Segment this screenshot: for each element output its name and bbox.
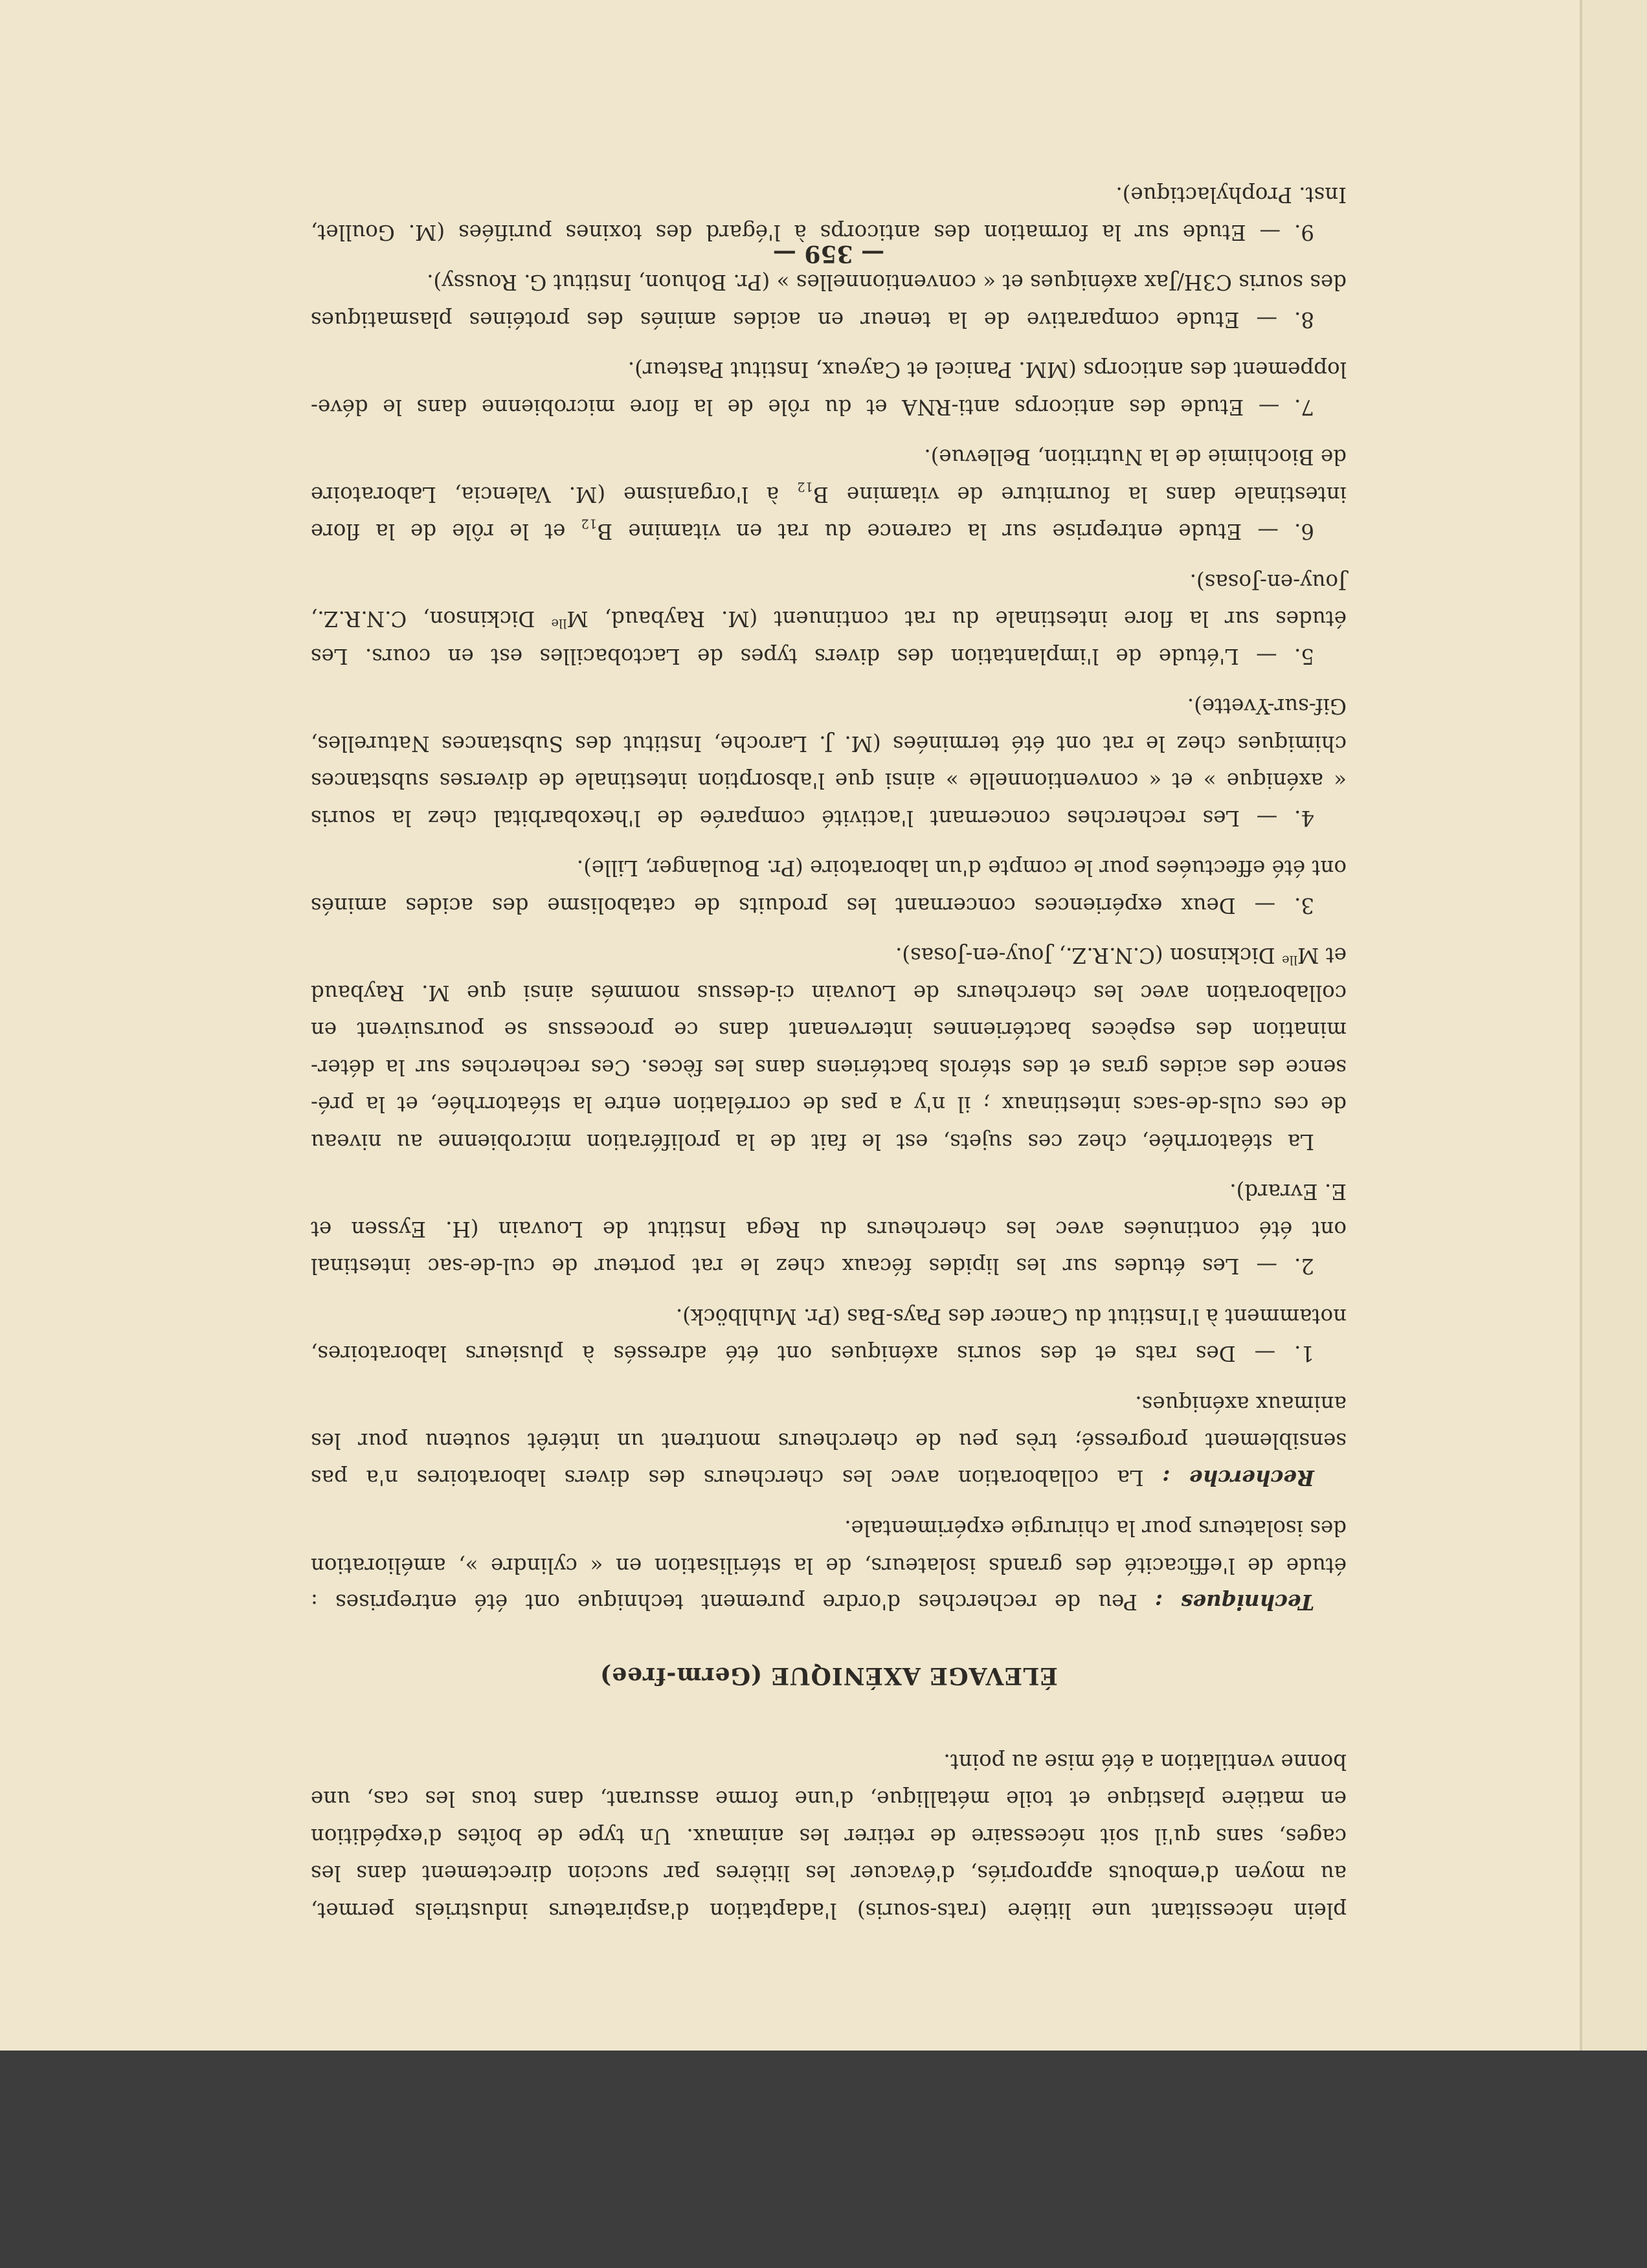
techniques-lead: Techniques : [1155, 1590, 1314, 1616]
text-fragment: Peu de recherches d'ordre purement technique ont été entreprises : [311, 1590, 1155, 1615]
list-item [311, 849, 1347, 924]
text-line: 5. — L'étude de l'implantation des divers types de Lactobacilles est en cours. Les [311, 644, 1314, 669]
text-line: notamment à l'Institut du Cancer des Pays-Bas (Pr. Muhlböck). [675, 1304, 1347, 1329]
text-line: bonne ventilation a été mise au point. [943, 1750, 1347, 1774]
text-line: des souris C3H/Jax axéniques et « conventionnelles » (Pr. Bohuon, Institut G. Roussy). [427, 270, 1347, 295]
text-line: 1. — Des rats et des souris axéniques ont été adressés à plusieurs laboratoires, [311, 1341, 1314, 1366]
list-item [311, 263, 1347, 338]
text-line: Jouy-en-Josas). [1189, 570, 1347, 594]
text-line: ont été effectuées pour le compte d'un laboratoire (Pr. Boulanger, Lille). [576, 856, 1347, 881]
text-line: collaboration avec les chercheurs de Louvain ci-dessus nommés ainsi que M. Raybaud [311, 981, 1347, 1005]
text-line: 8. — Etude comparative de la teneur en acides aminés des protéines plasmatiques [311, 307, 1314, 332]
scanner-bed-border [0, 2051, 1647, 2268]
text-line: mination des espèces bactériennes intervenant dans ce processus se poursuivent en [311, 1017, 1347, 1043]
text-line: cages, sans qu'il soit nécessaire de retirer les animaux. Un type de boîtes d'expédition [311, 1824, 1347, 1849]
page-number: — 359 — [772, 240, 885, 267]
text-line: 4. — Les recherches concernant l'activité comparée de l'hexobarbital chez la souris [311, 806, 1314, 830]
text-line: animaux axéniques. [1135, 1392, 1347, 1416]
text-line: sence des acides gras et des stérols bactériens dans les fèces. Ces recherches sur la déter- [311, 1055, 1347, 1080]
text-line: 2. — Les études sur les lipides fécaux chez le rat porteur de cul-de-sac intestinal [311, 1254, 1314, 1279]
text-line [311, 1460, 1347, 1497]
text-line: Inst. Prophylactique). [1115, 183, 1347, 208]
section-title: ÉLEVAGE AXÉNIQUE (Germ-free) [599, 1662, 1058, 1690]
list-item [311, 1298, 1347, 1372]
intro-paragraph [311, 1743, 1347, 1929]
text-line: études sur la flore intestinale du rat continuent (M. Raybaud, $M^{lle}$ Dickinson, C.N.R.Z., [311, 606, 1347, 632]
text-line: chimiques chez le rat ont été terminées (M. J. Laroche, Institut des Substances Naturelles, [311, 731, 1347, 756]
text-line: 3. — Deux expériences concernant les produits de catabolisme des acides aminés [311, 893, 1314, 918]
list-item [311, 351, 1347, 425]
list-item [311, 687, 1347, 836]
list-item [311, 563, 1347, 675]
text-line: et $M^{lle}$ Dickinson (C.N.R.Z., Jouy-en-Josas). [895, 943, 1347, 968]
text-line: de Biochimie de la Nutrition, Bellevue). [924, 445, 1347, 470]
text-line: sensiblement progressé; très peu de chercheurs montrent un intérêt soutenu pour les [311, 1429, 1347, 1454]
text-line: des isolateurs pour la chirurgie expérimentale. [844, 1516, 1347, 1541]
text-line: « axénique » et « conventionnelle » ainsi que l'absorption intestinale de diverses substances [311, 768, 1347, 794]
list-item [311, 1173, 1347, 1285]
text-line: en matière plastique et toile métallique, d'une forme assurant, dans tous les cas, une [311, 1786, 1347, 1812]
text-line: 6. — Etude entreprise sur la carence du rat en vitamine $B_{12}$ et le rôle de la flore [311, 517, 1314, 544]
page-content-rotated [310, 183, 1347, 1929]
recherche-lead: Recherche : [1162, 1465, 1314, 1491]
text-line: plein nécessitant une litière (rats-souris) l'adaptation d'aspirateurs industriels permet, [311, 1898, 1347, 1923]
text-line: étude de l'efficacité des grands isolateurs, de la stérilisation en « cylindre », amélioration [311, 1553, 1347, 1578]
text-line: intestinale dans la fourniture de vitamine $B_{12}$ à l'organisme (M. Valencia, Laboratoire [310, 479, 1347, 507]
research-items-list [311, 163, 1347, 1372]
text-line: La stéatorrhée, chez ces sujets, est le fait de la prolifération microbienne au niveau [311, 1129, 1314, 1154]
text-line: de ces culs-de-sacs intestinaux ; il n'y a pas de corrélation entre la stéatorrhée, et la pré- [311, 1092, 1347, 1117]
text-line: E. Evrard). [1229, 1179, 1347, 1205]
text-fragment: La collaboration avec les chercheurs des divers laboratoires n'a pas [311, 1465, 1163, 1490]
techniques-paragraph [311, 1509, 1347, 1621]
text-line: loppement des anticorps (MM. Panicel et Cayeux, Institut Pasteur). [627, 357, 1347, 383]
text-line: 9. — Etude sur la formation des anticorps à l'égard des toxines purifiées (M. Goullet, [311, 220, 1314, 245]
text-line: ont été continuées avec les chercheurs du Rega Institut de Louvain (H. Eyssen et [311, 1217, 1347, 1241]
adjacent-page-edge [1580, 0, 1647, 2051]
text-line: 7. — Etude des anticorps anti-RNA et du rôle de la flore microbienne dans le déve- [311, 395, 1314, 419]
text-line: au moyen d'embouts appropriés, d'évacuer les litières par succion directement dans les [311, 1861, 1347, 1886]
text-line: Gif-sur-Yvette). [1187, 694, 1347, 719]
list-item [311, 438, 1347, 550]
list-item [311, 937, 1347, 1160]
text-line [311, 1584, 1347, 1621]
recherche-paragraph [311, 1385, 1347, 1497]
